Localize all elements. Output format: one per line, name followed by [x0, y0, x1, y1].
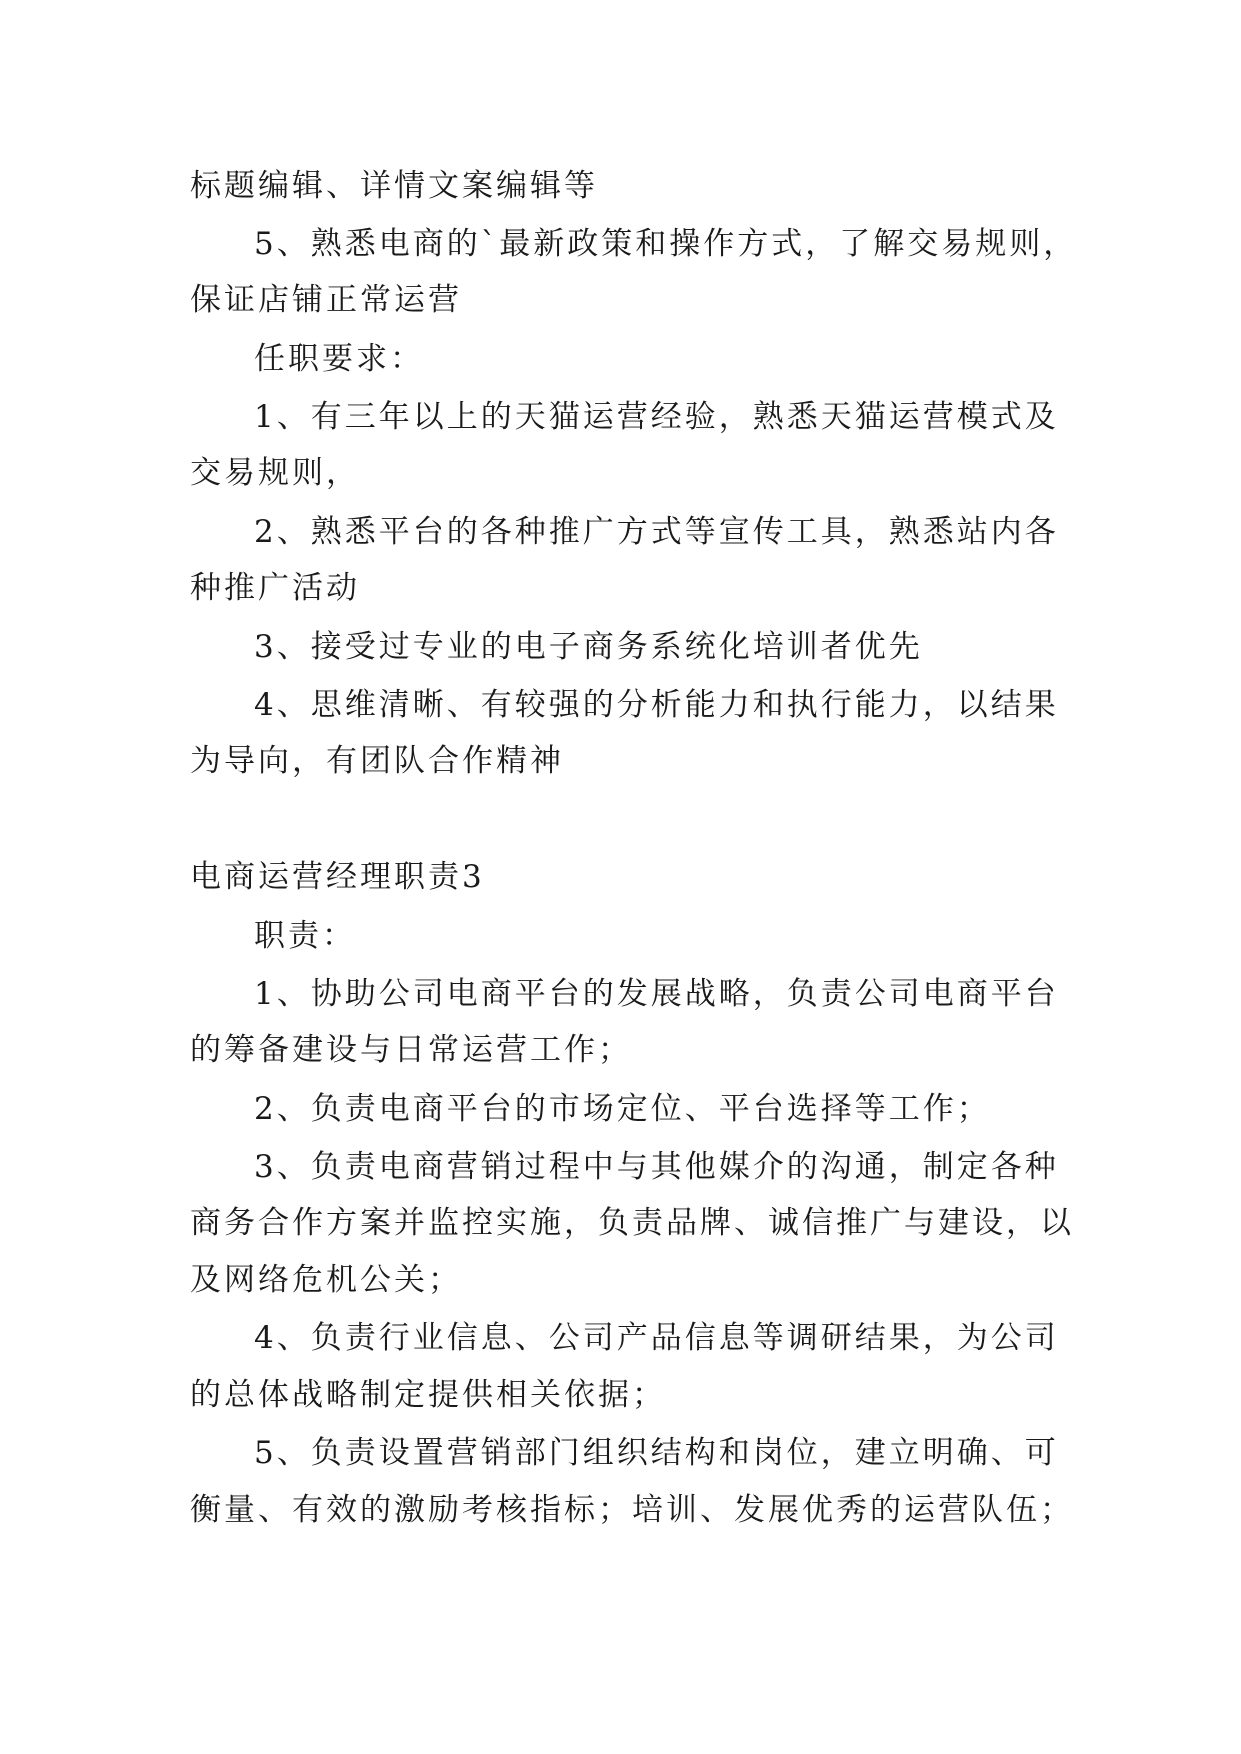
text-line: 2、熟悉平台的各种推广方式等宣传工具，熟悉站内各: [254, 514, 1059, 550]
text-line: 3、接受过专业的电子商务系统化培训者优先: [254, 629, 923, 665]
text-line: 2、负责电商平台的市场定位、平台选择等工作；: [254, 1091, 991, 1127]
text-line: 3、负责电商营销过程中与其他媒介的沟通，制定各种: [254, 1149, 1059, 1185]
text-line: 种推广活动: [190, 570, 360, 606]
text-line: 职责：: [254, 918, 356, 954]
text-line: 的总体战略制定提供相关依据；: [190, 1377, 666, 1413]
section-heading: 电商运营经理职责3: [190, 859, 485, 895]
text-line: 5、熟悉电商的`最新政策和操作方式，了解交易规则，: [254, 226, 1078, 262]
text-line: 衡量、有效的激励考核指标；培训、发展优秀的运营队伍；: [190, 1492, 1074, 1528]
text-line: 5、负责设置营销部门组织结构和岗位，建立明确、可: [254, 1435, 1059, 1471]
text-line: 4、负责行业信息、公司产品信息等调研结果，为公司: [254, 1320, 1059, 1356]
text-line: 及网络危机公关；: [190, 1262, 462, 1298]
text-line: 交易规则，: [190, 455, 360, 491]
text-line: 任职要求：: [254, 341, 424, 377]
text-line: 保证店铺正常运营: [190, 282, 462, 318]
text-line: 商务合作方案并监控实施，负责品牌、诚信推广与建设，以: [190, 1205, 1074, 1241]
text-line: 标题编辑、详情文案编辑等: [190, 168, 598, 204]
text-line: 的筹备建设与日常运营工作；: [190, 1032, 632, 1068]
text-line: 4、思维清晰、有较强的分析能力和执行能力，以结果: [254, 687, 1059, 723]
text-line: 为导向，有团队合作精神: [190, 743, 564, 779]
text-line: 1、有三年以上的天猫运营经验，熟悉天猫运营模式及: [254, 399, 1059, 435]
text-line: 1、协助公司电商平台的发展战略，负责公司电商平台: [254, 976, 1059, 1012]
